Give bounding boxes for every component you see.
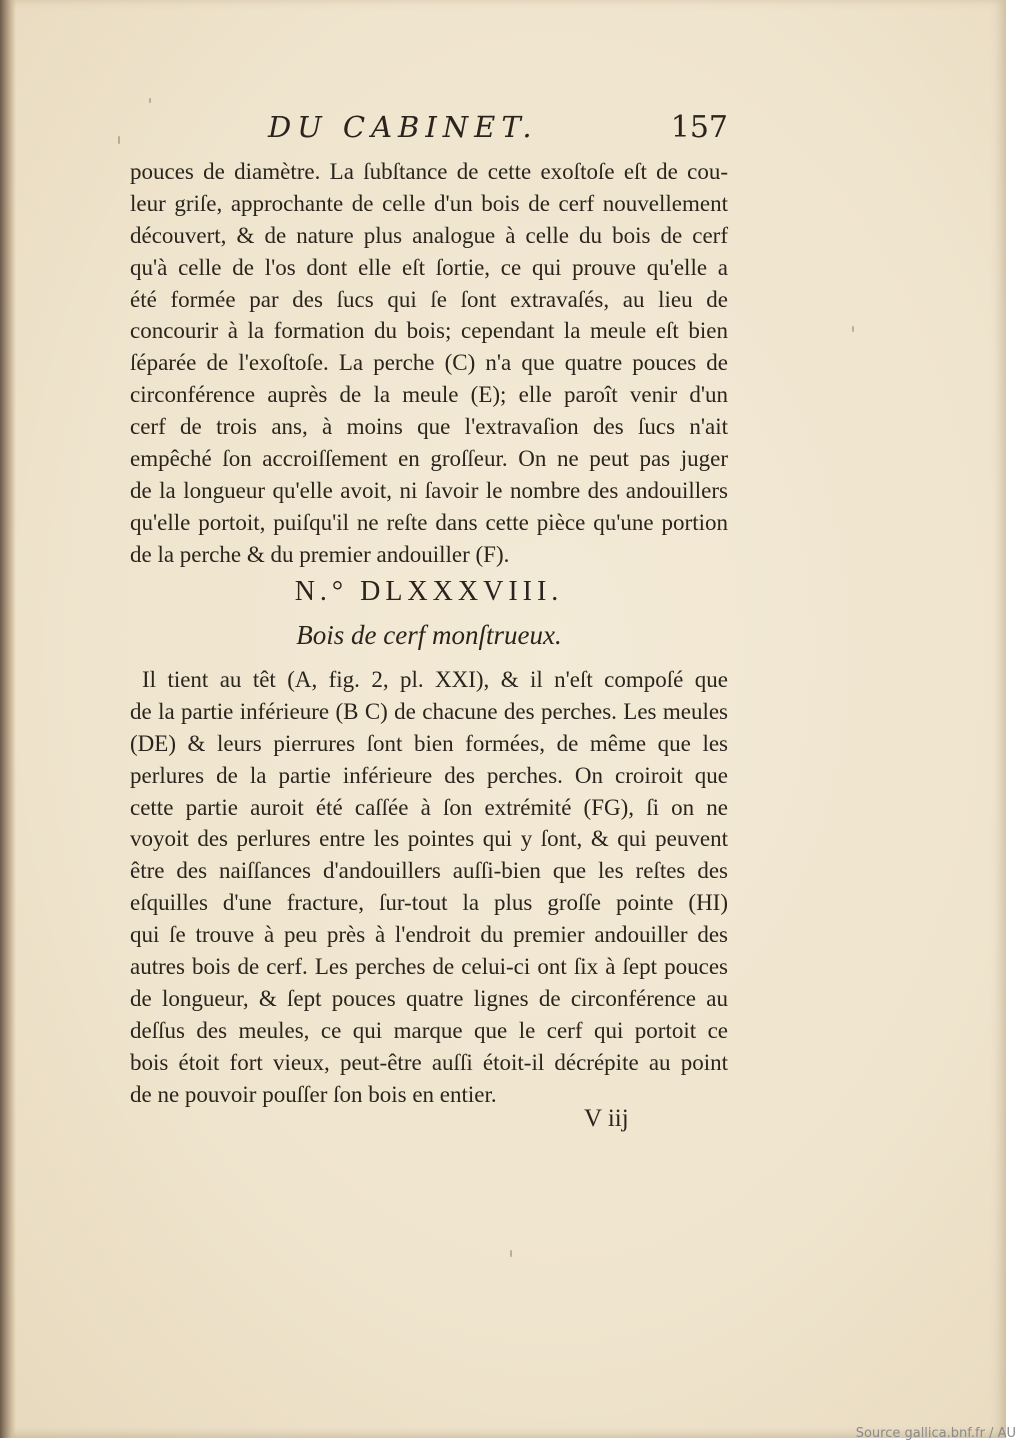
text-line: cerf de trois ans, à moins que l'extravaſion des ſucs n'ait: [130, 414, 728, 440]
text-line: qu'à celle de l'os dont elle eſt ſortie, ce qui prouve qu'elle a: [130, 254, 728, 280]
text-line: pouces de diamètre. La ſubſtance de cette exoſtoſe eſt de cou-: [130, 159, 728, 184]
text-line: Il tient au têt (A, fig. 2, pl. XXI), & il n'eſt compoſé que: [142, 667, 728, 692]
running-head: [258, 110, 728, 150]
text-line: bois étoit fort vieux, peut-être auſſi étoit-il décrépite au point: [130, 1049, 728, 1075]
paper-speck: [118, 136, 120, 144]
text-line: leur griſe, approchante de celle d'un bois de cerf nouvellement: [130, 190, 728, 216]
paper-speck: [852, 326, 854, 332]
text-line: été formée par des ſucs qui ſe ſont extravaſés, au lieu de: [130, 286, 728, 312]
text-line: concourir à la formation du bois; cependant la meule eſt bien: [130, 318, 728, 344]
text-line: deſſus des meules, ce qui marque que le cerf qui portoit ce: [130, 1017, 728, 1043]
article-title: Bois de cerf monſtrueux.: [296, 620, 562, 650]
text-line: qui ſe trouve à peu près à l'endroit du premier andouiller des: [130, 922, 728, 948]
text-line: eſquilles d'une fracture, ſur-tout la plus groſſe pointe (HI): [130, 890, 728, 916]
text-line: (DE) & leurs pierrures ſont bien formées, de même que les: [130, 730, 728, 756]
signature-mark: V iij: [584, 1105, 629, 1132]
article-number: N.° DLXXXVIII.: [294, 576, 564, 607]
page-gutter-shadow: [0, 0, 16, 1438]
text-line: de la longueur qu'elle avoit, ni ſavoir le nombre des andouillers: [130, 477, 728, 503]
page-number: 157: [670, 110, 728, 145]
text-line: de la perche & du premier andouiller (F).: [130, 541, 510, 567]
text-line: être des naiſſances d'andouillers auſſi-bien que les reſtes des: [130, 858, 728, 884]
source-credit: Source gallica.bnf.fr / AU: [855, 1426, 1016, 1441]
paper-speck: [510, 1250, 512, 1257]
text-line: découvert, & de nature plus analogue à celle du bois de cerf: [130, 222, 728, 248]
paragraph-continued: [130, 156, 728, 571]
paper-speck: [149, 98, 151, 103]
text-line: voyoit des perlures entre les pointes qui y ſont, & qui peuvent: [130, 826, 728, 852]
text-line: perlures de la partie inférieure des perches. On croiroit que: [130, 762, 728, 788]
text-line: de la partie inférieure (B C) de chacune des perches. Les meules: [130, 698, 728, 724]
text-line: qu'elle portoit, puiſqu'il ne reſte dans cette pièce qu'une portion: [130, 509, 728, 535]
text-line: circonférence auprès de la meule (E); elle paroît venir d'un: [130, 382, 728, 408]
running-title: DU CABINET.: [268, 110, 538, 144]
text-line: cette partie auroit été caſſée à ſon extrémité (FG), ſi on ne: [130, 794, 728, 820]
paragraph-description: [130, 664, 728, 1110]
text-line: autres bois de cerf. Les perches de celui-ci ont ſix à ſept pouces: [130, 954, 728, 980]
text-line: ſéparée de l'exoſtoſe. La perche (C) n'a que quatre pouces de: [130, 350, 728, 376]
text-line: de ne pouvoir pouſſer ſon bois en entier.: [130, 1081, 497, 1107]
text-line: de longueur, & ſept pouces quatre lignes de circonférence au: [130, 985, 728, 1011]
text-line: empêché ſon accroiſſement en groſſeur. On ne peut pas juger: [130, 446, 728, 472]
